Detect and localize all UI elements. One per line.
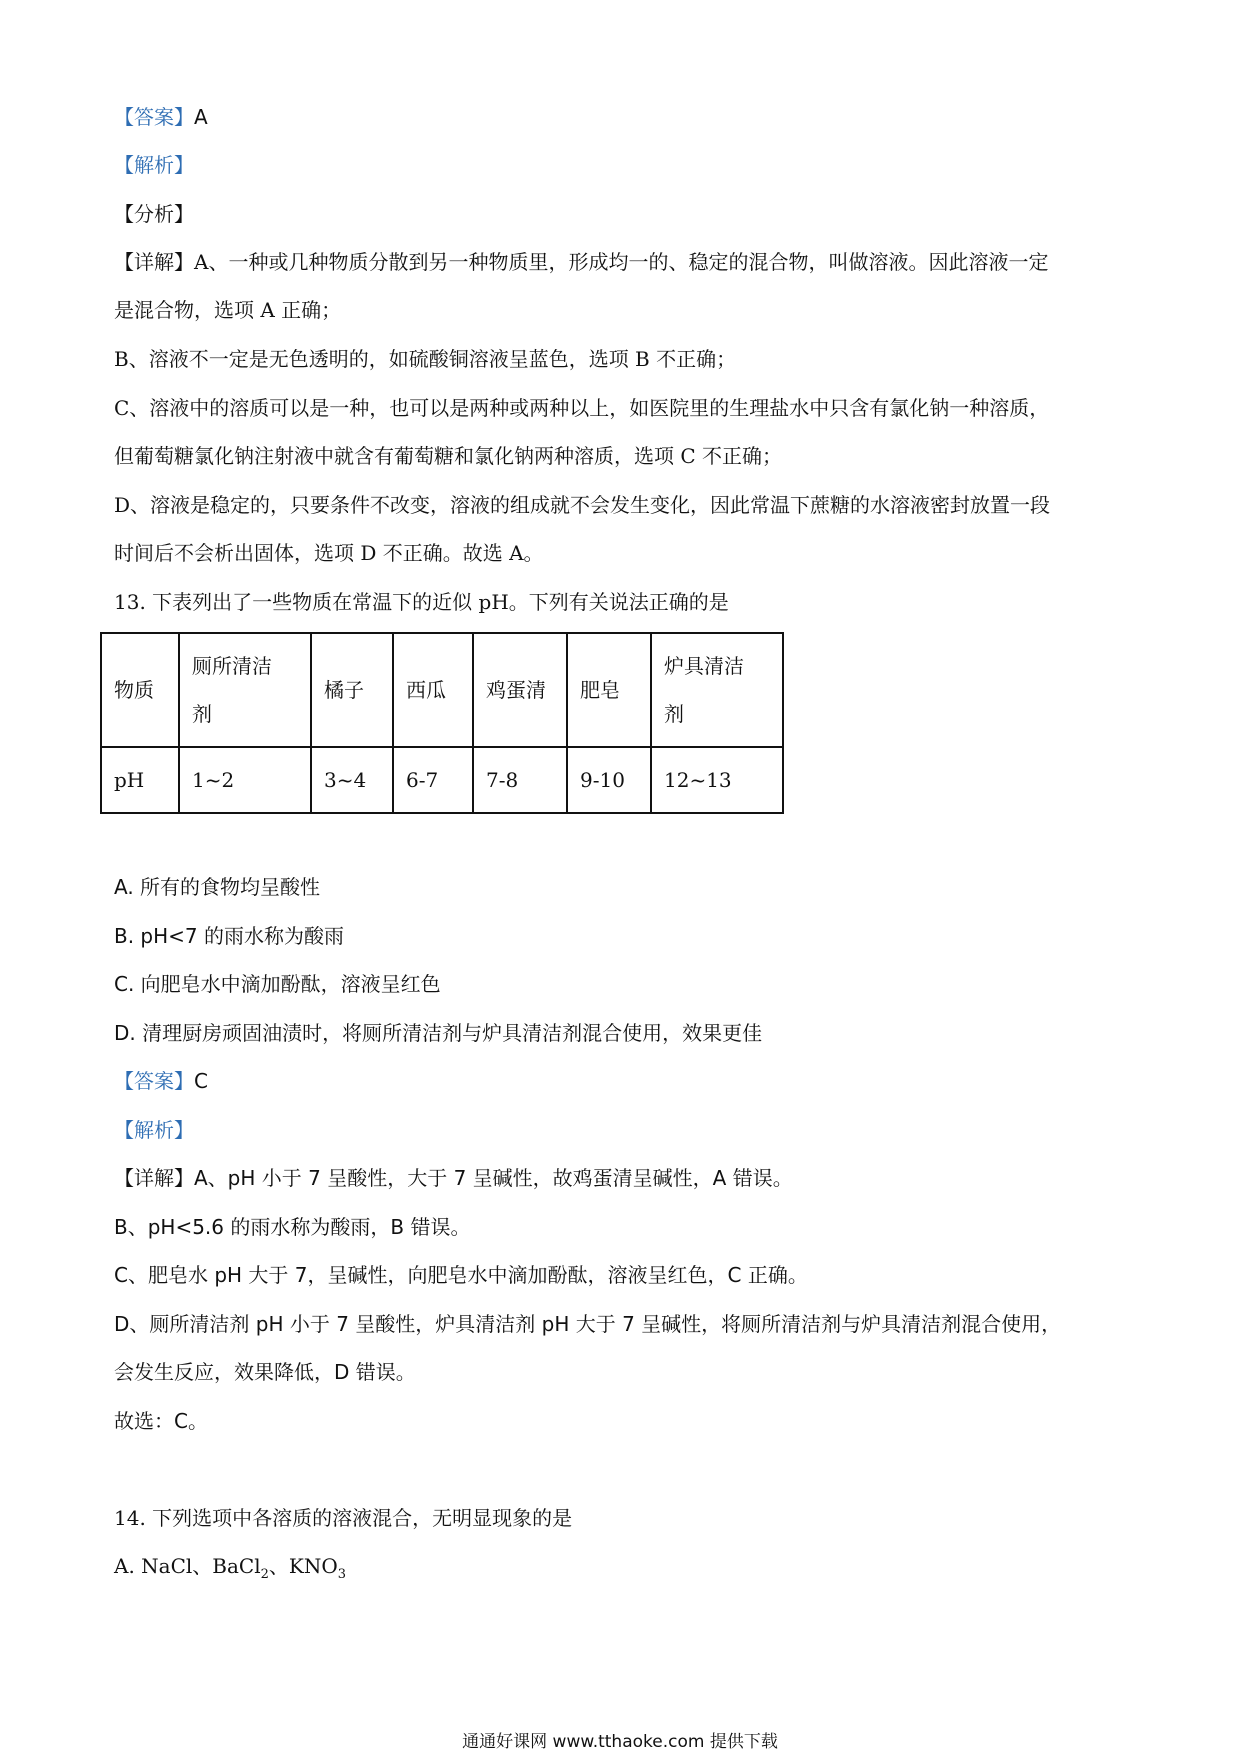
table-cell: 西瓜 <box>393 633 473 747</box>
option-b: B. pH<7 的雨水称为酸雨 <box>114 924 345 948</box>
table-cell <box>179 633 311 747</box>
detail-13-d-line-1: D、厕所清洁剂 pH 小于 7 呈酸性，炉具清洁剂 pH 大于 7 呈碱性，将厕所清洁剂与炉具清洁剂混合使用， <box>114 1312 1062 1336</box>
answer-tag: 【答案】 <box>114 1069 194 1093</box>
question-13-stem: 13. 下表列出了一些物质在常温下的近似 pH。下列有关说法正确的是 <box>114 590 729 614</box>
formula-text: 、KNO <box>268 1554 338 1578</box>
detail-13-b: B、pH<5.6 的雨水称为酸雨，B 错误。 <box>114 1215 471 1239</box>
detail-12-b: B、溶液不一定是无色透明的，如硫酸铜溶液呈蓝色，选项 B 不正确； <box>114 347 737 371</box>
fenxi-tag: 【分析】 <box>114 202 194 226</box>
analysis-tag-12: 【解析】 <box>114 153 194 177</box>
answer-value: C <box>194 1069 208 1093</box>
formula-text: A. NaCl、BaCl <box>114 1554 261 1578</box>
detail-12-c-line-1: C、溶液中的溶质可以是一种，也可以是两种或两种以上，如医院里的生理盐水中只含有氯化钠一种溶质， <box>114 396 1050 420</box>
table-cell: 1~2 <box>179 747 311 813</box>
option-a: A. 所有的食物均呈酸性 <box>114 875 321 899</box>
answer-line-13 <box>114 1067 208 1095</box>
table-cell: 橘子 <box>311 633 393 747</box>
answer-value: A <box>194 105 208 129</box>
detail-12-d-line-1: D、溶液是稳定的，只要条件不改变，溶液的组成就不会发生变化，因此常温下蔗糖的水溶液密封放置一段 <box>114 493 1051 517</box>
table-cell: 肥皂 <box>567 633 651 747</box>
ph-table <box>100 632 784 814</box>
table-cell: 物质 <box>101 633 179 747</box>
cell-text: 剂 <box>192 702 212 726</box>
conclusion-13: 故选：C。 <box>114 1409 208 1433</box>
option-c: C. 向肥皂水中滴加酚酞，溶液呈红色 <box>114 972 441 996</box>
table-cell <box>651 633 783 747</box>
detail-13-c: C、肥皂水 pH 大于 7，呈碱性，向肥皂水中滴加酚酞，溶液呈红色，C 正确。 <box>114 1263 808 1287</box>
table-header-row <box>101 633 783 747</box>
table-row <box>101 747 783 813</box>
detail-12-d-line-2: 时间后不会析出固体，选项 D 不正确。故选 A。 <box>114 541 544 565</box>
table-cell: 7-8 <box>473 747 567 813</box>
footer-source: 通通好课网 www.tthaoke.com 提供下载 <box>462 1732 778 1752</box>
cell-text: 炉具清洁 <box>664 654 744 678</box>
table-cell: 6-7 <box>393 747 473 813</box>
question-14-stem: 14. 下列选项中各溶质的溶液混合，无明显现象的是 <box>114 1506 573 1530</box>
analysis-tag-13: 【解析】 <box>114 1118 194 1142</box>
table-cell: 3~4 <box>311 747 393 813</box>
table-cell: pH <box>101 747 179 813</box>
subscript: 3 <box>337 1567 347 1582</box>
detail-12-c-line-2: 但葡萄糖氯化钠注射液中就含有葡萄糖和氯化钠两种溶质，选项 C 不正确； <box>114 444 783 468</box>
question-14-option-a <box>114 1552 346 1589</box>
detail-12-line-1: 【详解】A、一种或几种物质分散到另一种物质里，形成均一的、稳定的混合物，叫做溶液。因此溶液一定 <box>114 250 1049 274</box>
detail-12-line-2: 是混合物，选项 A 正确； <box>114 298 342 322</box>
table-cell: 9-10 <box>567 747 651 813</box>
cell-text: 厕所清洁 <box>192 654 272 678</box>
answer-line-12 <box>114 103 208 131</box>
subscript: 2 <box>260 1567 269 1582</box>
answer-tag: 【答案】 <box>114 105 194 129</box>
table-cell: 12~13 <box>651 747 783 813</box>
table-cell: 鸡蛋清 <box>473 633 567 747</box>
option-d: D. 清理厨房顽固油渍时，将厕所清洁剂与炉具清洁剂混合使用，效果更佳 <box>114 1021 763 1045</box>
detail-13-d-line-2: 会发生反应，效果降低，D 错误。 <box>114 1360 416 1384</box>
cell-text: 剂 <box>664 702 684 726</box>
detail-13-a: 【详解】A、pH 小于 7 呈酸性，大于 7 呈碱性，故鸡蛋清呈碱性，A 错误。 <box>114 1166 793 1190</box>
